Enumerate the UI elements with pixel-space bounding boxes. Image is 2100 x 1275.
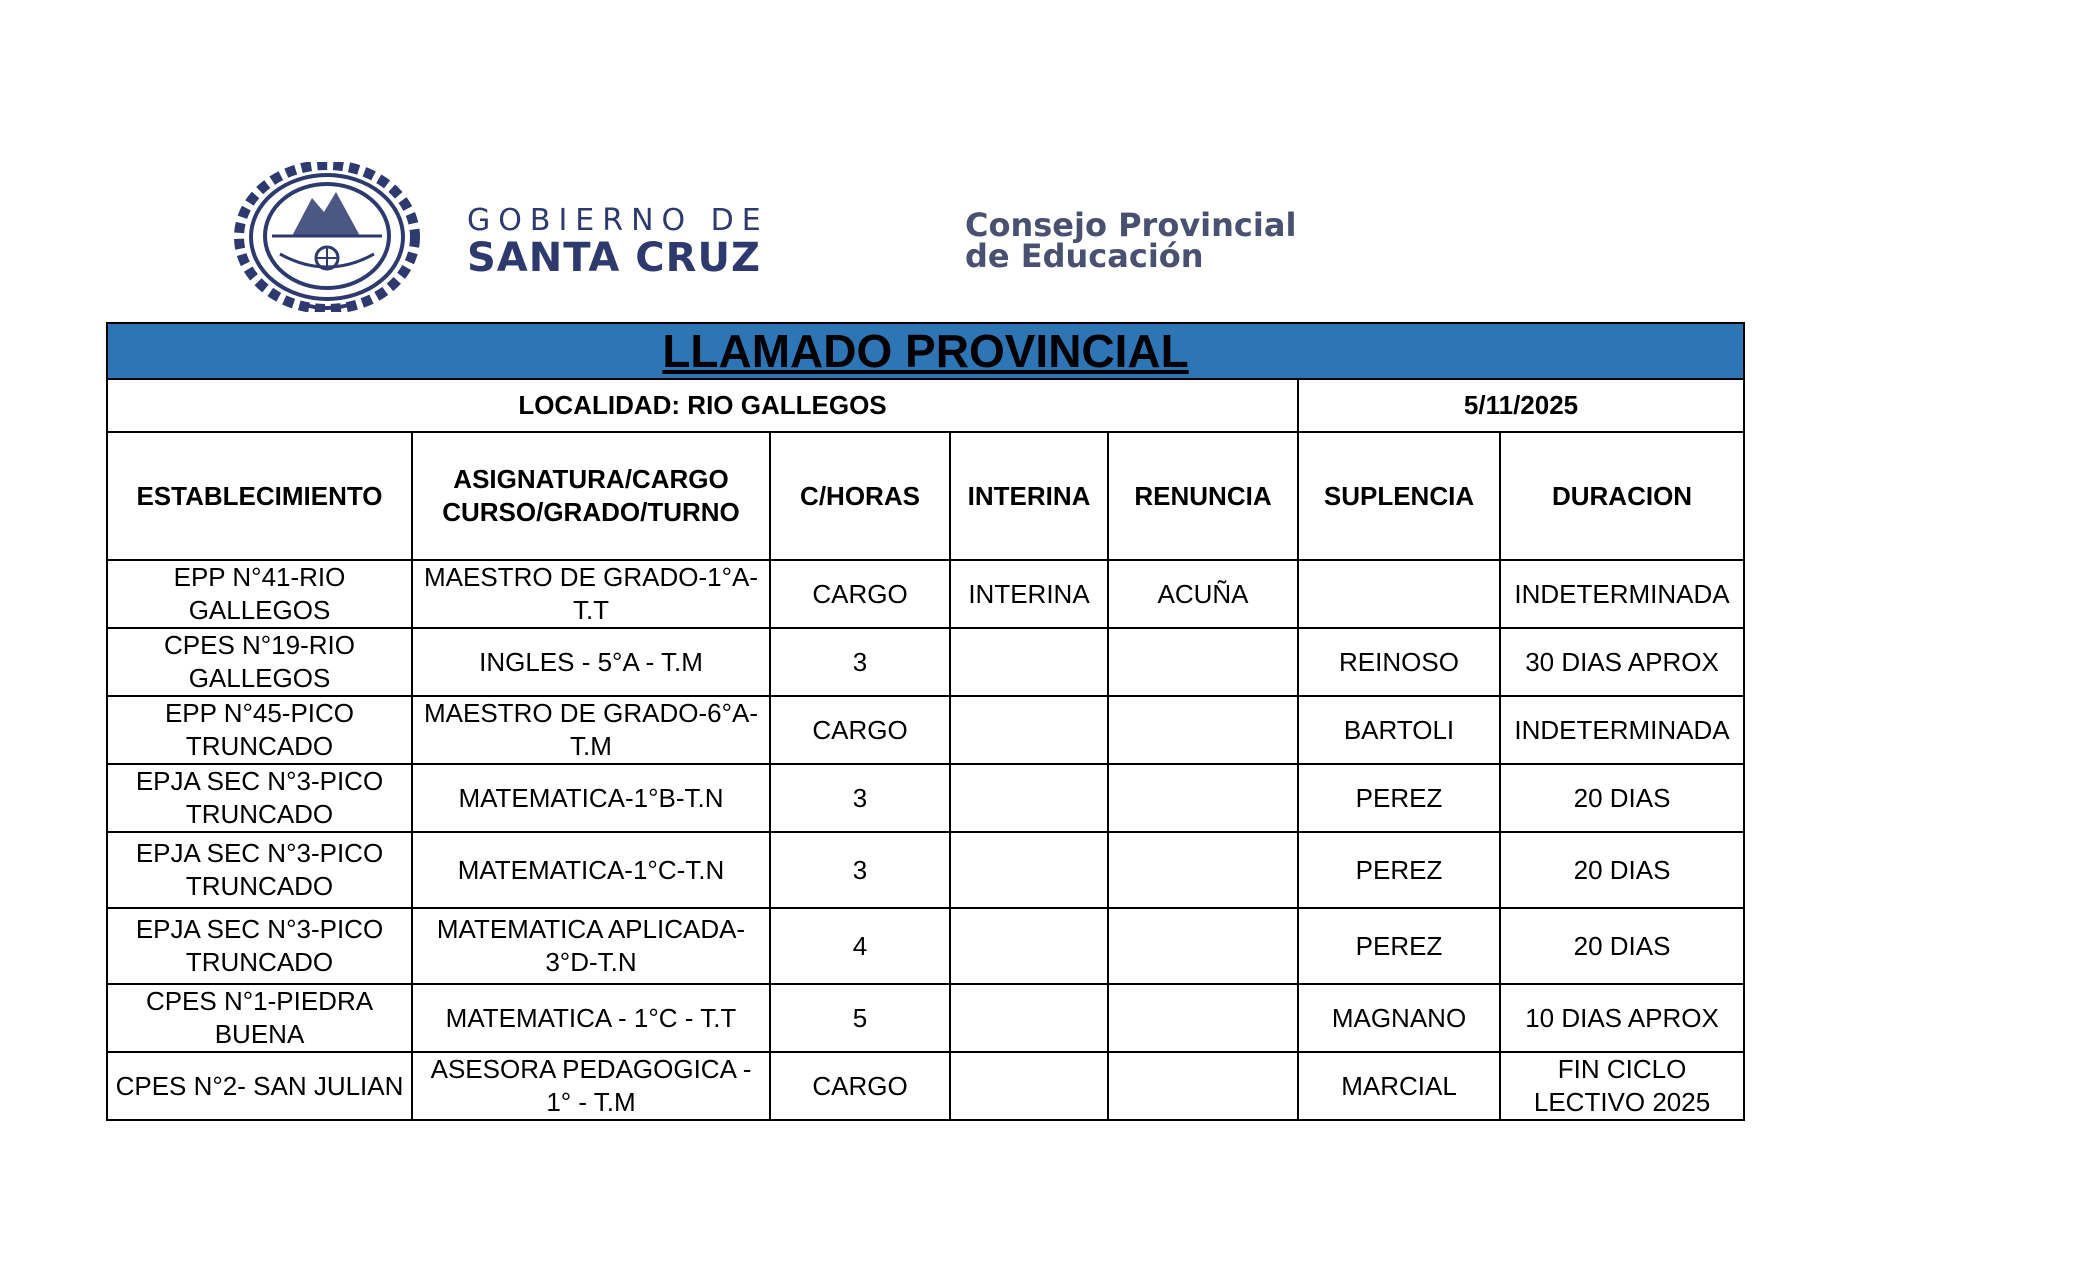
table-row <box>107 908 1744 984</box>
cell-hours: 4 <box>770 908 950 984</box>
table-row <box>107 560 1744 628</box>
column-header: ESTABLECIMIENTO <box>107 432 412 560</box>
cell-resignation <box>1108 764 1298 832</box>
council-line1: Consejo Provincial <box>965 206 1297 244</box>
cell-subject: INGLES - 5°A - T.M <box>412 628 770 696</box>
table-row <box>107 628 1744 696</box>
cell-resignation <box>1108 908 1298 984</box>
locality-row <box>107 379 1744 432</box>
cell-subject: MAESTRO DE GRADO-1°A-T.T <box>412 560 770 628</box>
cell-subject: ASESORA PEDAGOGICA - 1° - T.M <box>412 1052 770 1120</box>
cell-interim <box>950 984 1108 1052</box>
cell-substitution: PEREZ <box>1298 764 1500 832</box>
cell-subject: MATEMATICA - 1°C - T.T <box>412 984 770 1052</box>
cell-hours: CARGO <box>770 1052 950 1120</box>
table-row <box>107 696 1744 764</box>
cell-duration: 30 DIAS APROX <box>1500 628 1744 696</box>
cell-resignation <box>1108 628 1298 696</box>
council-line2: de Educación <box>965 237 1204 275</box>
cell-interim <box>950 832 1108 908</box>
cell-substitution <box>1298 560 1500 628</box>
column-header: RENUNCIA <box>1108 432 1298 560</box>
cell-substitution: PEREZ <box>1298 908 1500 984</box>
cell-subject: MATEMATICA APLICADA-3°D-T.N <box>412 908 770 984</box>
cell-duration: 10 DIAS APROX <box>1500 984 1744 1052</box>
cell-interim: INTERINA <box>950 560 1108 628</box>
cell-subject: MATEMATICA-1°C-T.N <box>412 832 770 908</box>
cell-duration: 20 DIAS <box>1500 764 1744 832</box>
cell-duration: INDETERMINADA <box>1500 696 1744 764</box>
cell-hours: 3 <box>770 832 950 908</box>
cell-duration: FIN CICLO LECTIVO 2025 <box>1500 1052 1744 1120</box>
title-cell <box>107 323 1744 379</box>
cell-establishment: EPP N°41-RIO GALLEGOS <box>107 560 412 628</box>
table-row <box>107 764 1744 832</box>
government-line1: GOBIERNO DE <box>467 203 769 238</box>
cell-duration: INDETERMINADA <box>1500 560 1744 628</box>
cell-interim <box>950 908 1108 984</box>
cell-establishment: EPP N°45-PICO TRUNCADO <box>107 696 412 764</box>
cell-hours: CARGO <box>770 560 950 628</box>
table-header-row <box>107 432 1744 560</box>
cell-establishment: EPJA SEC N°3-PICO TRUNCADO <box>107 832 412 908</box>
cell-hours: 3 <box>770 764 950 832</box>
cell-subject: MATEMATICA-1°B-T.N <box>412 764 770 832</box>
cell-establishment: EPJA SEC N°3-PICO TRUNCADO <box>107 908 412 984</box>
cell-duration: 20 DIAS <box>1500 908 1744 984</box>
cell-resignation <box>1108 696 1298 764</box>
cell-interim <box>950 1052 1108 1120</box>
column-header: C/HORAS <box>770 432 950 560</box>
cell-hours: CARGO <box>770 696 950 764</box>
column-header: SUPLENCIA <box>1298 432 1500 560</box>
cell-establishment: CPES N°2- SAN JULIAN <box>107 1052 412 1120</box>
cell-resignation <box>1108 1052 1298 1120</box>
cell-establishment: CPES N°1-PIEDRA BUENA <box>107 984 412 1052</box>
title-row <box>107 323 1744 379</box>
document-title: LLAMADO PROVINCIAL <box>662 325 1189 377</box>
table-row <box>107 832 1744 908</box>
column-header: INTERINA <box>950 432 1108 560</box>
cell-resignation: ACUÑA <box>1108 560 1298 628</box>
cell-establishment: EPJA SEC N°3-PICO TRUNCADO <box>107 764 412 832</box>
table-row <box>107 1052 1744 1120</box>
cell-interim <box>950 628 1108 696</box>
cell-hours: 5 <box>770 984 950 1052</box>
provincial-seal-icon <box>232 162 422 312</box>
cell-interim <box>950 696 1108 764</box>
cell-substitution: PEREZ <box>1298 832 1500 908</box>
table-row <box>107 984 1744 1052</box>
document-date: 5/11/2025 <box>1298 379 1744 432</box>
column-header: ASIGNATURA/CARGO CURSO/GRADO/TURNO <box>412 432 770 560</box>
cell-substitution: BARTOLI <box>1298 696 1500 764</box>
council-wordmark <box>965 206 1385 275</box>
header-logos <box>232 162 1392 312</box>
government-line2: SANTA CRUZ <box>467 235 761 281</box>
cell-substitution: REINOSO <box>1298 628 1500 696</box>
cell-substitution: MAGNANO <box>1298 984 1500 1052</box>
provincial-call-table <box>106 322 1745 1121</box>
cell-establishment: CPES N°19-RIO GALLEGOS <box>107 628 412 696</box>
cell-hours: 3 <box>770 628 950 696</box>
locality-label: LOCALIDAD: RIO GALLEGOS <box>107 379 1298 432</box>
cell-subject: MAESTRO DE GRADO-6°A-T.M <box>412 696 770 764</box>
government-wordmark <box>467 203 907 281</box>
cell-duration: 20 DIAS <box>1500 832 1744 908</box>
cell-resignation <box>1108 984 1298 1052</box>
cell-substitution: MARCIAL <box>1298 1052 1500 1120</box>
column-header: DURACION <box>1500 432 1744 560</box>
cell-interim <box>950 764 1108 832</box>
cell-resignation <box>1108 832 1298 908</box>
